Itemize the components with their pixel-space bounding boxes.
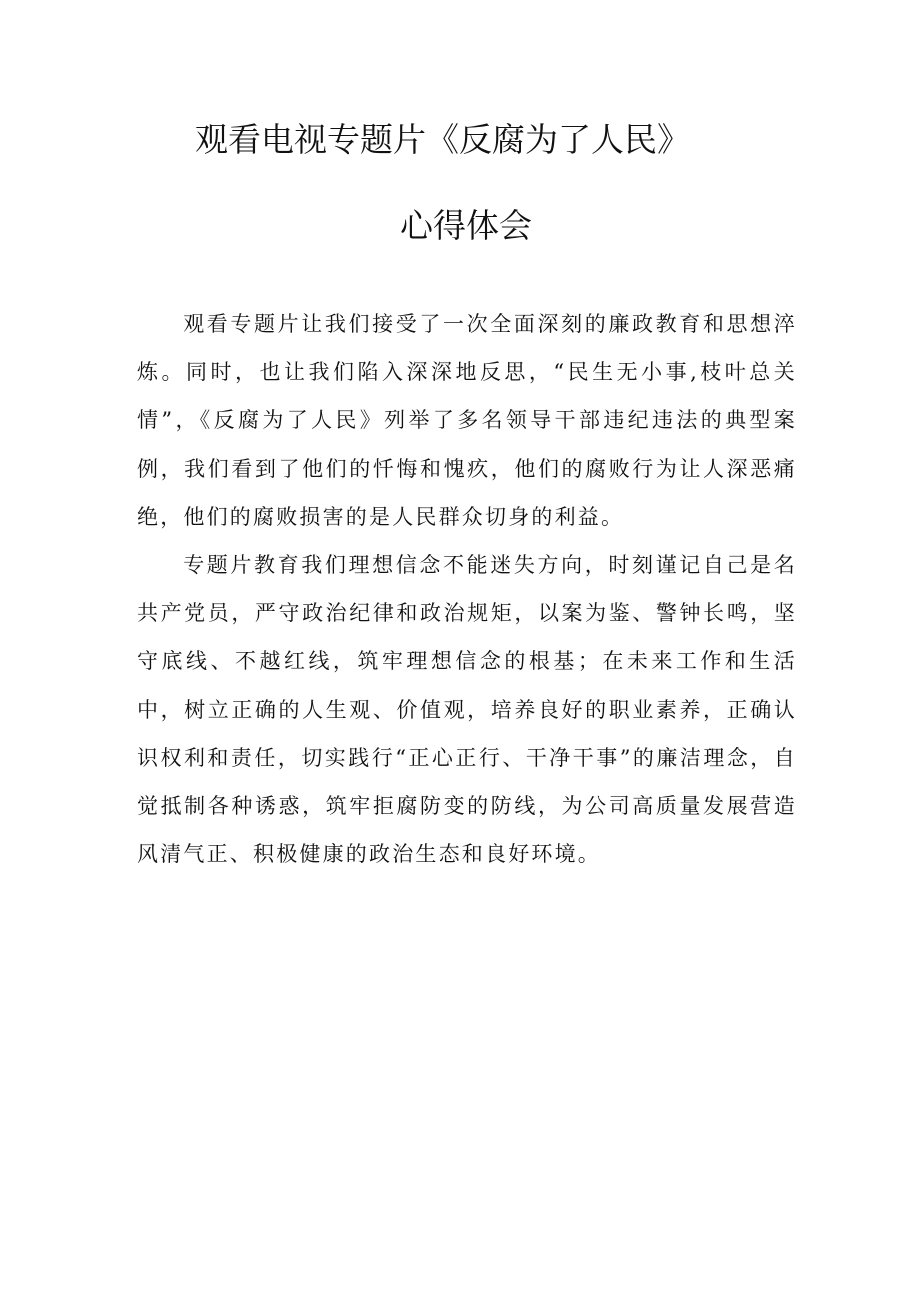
document-title-line-2: 心得体会 bbox=[400, 206, 532, 245]
body-paragraph-1: 观看专题片让我们接受了一次全面深刻的廉政教育和思想淬炼。同时，也让我们陷入深深地反思，“民生无小事,枝叶总关情”，《反腐为了人民》列举了多名领导干部违纪违法的典型案例，我们看到了他们的忏悔和愧疚，他们的腐败行为让人深恶痛绝，他们的腐败损害的是人民群众切身的利益。 bbox=[137, 312, 797, 529]
body-paragraph-2: 专题片教育我们理想信念不能迷失方向，时刻谨记自己是名共产党员，严守政治纪律和政治规矩，以案为鉴、警钟长鸣，坚守底线、不越红线，筑牢理想信念的根基；在未来工作和生活中，树立正确的人生观、价值观，培养良好的职业素养，正确认识权利和责任，切实践行“正心正行、干净干事”的廉洁理念，自觉抵制各种诱惑，筑牢拒腐防变的防线，为公司高质量发展营造风清气正、积极健康的政治生态和良好环境。 bbox=[137, 553, 797, 867]
document-title-line-1: 观看电视专题片《反腐为了人民》 bbox=[195, 120, 690, 159]
document-body bbox=[137, 300, 797, 878]
